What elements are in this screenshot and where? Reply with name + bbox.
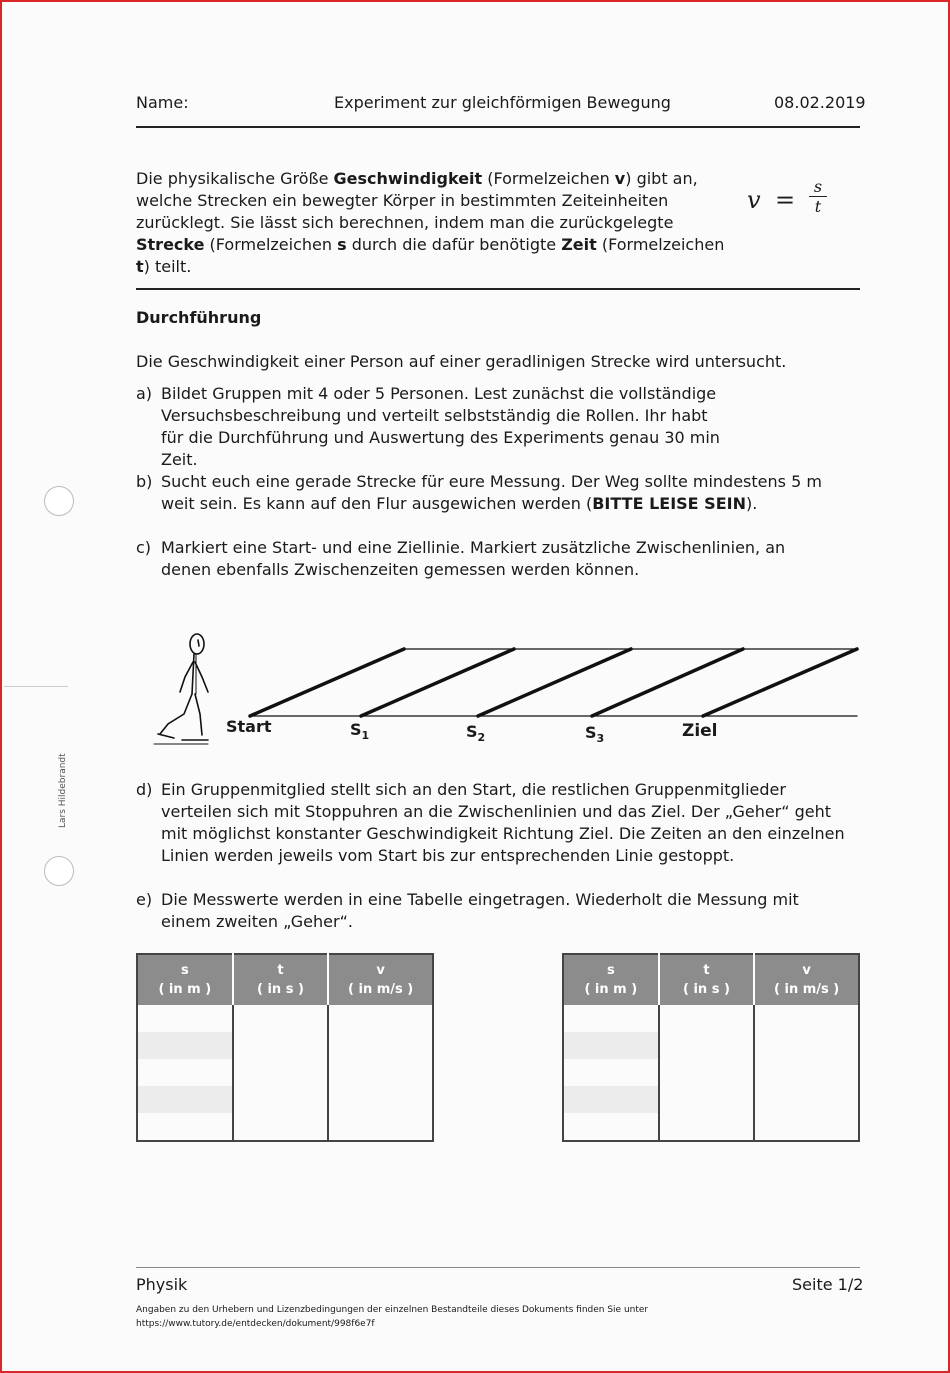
table-cell[interactable] (563, 1086, 659, 1113)
item-d-text: Ein Gruppenmitglied stellt sich an den Start, die restlichen Gruppenmitglieder verteilen sich mit Stoppuhren an die Zwischenlinien und das Ziel. Der „Geher“ geht mit möglichst konstanter Geschwindigkeit Richtung Ziel. Die Zeiten an den einzelnen Linien werden jeweils vom Start bis zur entsprechenden Linie gestoppt. (161, 780, 845, 865)
track-diagram (2, 2, 948, 1371)
table-row (563, 1086, 859, 1113)
table-cell[interactable] (233, 1032, 329, 1059)
table-cell[interactable] (233, 1005, 329, 1032)
table-cell[interactable] (328, 1113, 433, 1141)
table-cell[interactable] (137, 1032, 233, 1059)
table-cell[interactable] (137, 1113, 233, 1141)
table-cell[interactable] (137, 1059, 233, 1086)
table-header-row (137, 954, 433, 1005)
column-header-s: s ( in m ) (137, 954, 233, 1005)
s3-label: $S_3$ (585, 723, 605, 746)
footer-divider (136, 1267, 860, 1268)
name-label: Name: (136, 93, 189, 112)
footer-license-link[interactable]: https://www.tutory.de/entdecken/dokument/998f6e7f (136, 1319, 375, 1329)
footer-page-number: Seite 1/2 (792, 1275, 864, 1294)
table-cell[interactable] (659, 1005, 755, 1032)
author-label: Lars Hildebrandt (58, 753, 68, 828)
table-cell[interactable] (137, 1086, 233, 1113)
table-cell[interactable] (659, 1059, 755, 1086)
footer-subject: Physik (136, 1275, 188, 1294)
item-a-letter: a) (136, 384, 153, 403)
goal-line (703, 649, 857, 716)
table-row (137, 1113, 433, 1141)
table-row (563, 1032, 859, 1059)
column-header-v: v ( in m/s ) (328, 954, 433, 1005)
table-row (563, 1113, 859, 1141)
table-row (563, 1059, 859, 1086)
s2-line (478, 649, 631, 716)
table-cell[interactable] (659, 1032, 755, 1059)
table-row (137, 1086, 433, 1113)
column-header-t: t ( in s ) (659, 954, 755, 1005)
column-header-t: t ( in s ) (233, 954, 329, 1005)
table-row (563, 1005, 859, 1032)
column-header-v: v ( in m/s ) (754, 954, 859, 1005)
document-title: Experiment zur gleichförmigen Bewegung (334, 93, 671, 112)
table-cell[interactable] (328, 1059, 433, 1086)
table-header-row (563, 954, 859, 1005)
table-cell[interactable] (233, 1113, 329, 1141)
table-cell[interactable] (328, 1005, 433, 1032)
s3-line (592, 649, 743, 716)
walker-figure (154, 634, 208, 744)
s1-label: $S_1$ (350, 720, 370, 743)
document-date: 08.02.2019 (774, 93, 866, 112)
start-label: Start (226, 717, 272, 736)
track-lines (250, 649, 857, 716)
table-row (137, 1059, 433, 1086)
table-cell[interactable] (328, 1086, 433, 1113)
footer-license-note: Angaben zu den Urhebern und Lizenzbedingungen der einzelnen Bestandteile dieses Dokuments finden Sie unter (136, 1305, 649, 1315)
table-cell[interactable] (754, 1005, 859, 1032)
measurement-table-2 (562, 953, 860, 1142)
item-a-text: Bildet Gruppen mit 4 oder 5 Personen. Lest zunächst die vollständige Versuchsbeschreibung und verteilt selbstständig die Rollen. Ihr habt für die Durchführung und Auswertung des Experiments genau 30 min Zeit. (161, 384, 720, 469)
table-cell[interactable] (137, 1005, 233, 1032)
table-cell[interactable] (659, 1086, 755, 1113)
table-cell[interactable] (754, 1113, 859, 1141)
s2-label: $S_2$ (466, 722, 486, 745)
table-cell[interactable] (563, 1113, 659, 1141)
punch-hole-bottom (44, 856, 74, 886)
table-cell[interactable] (563, 1032, 659, 1059)
table-cell[interactable] (659, 1113, 755, 1141)
table-cell[interactable] (754, 1086, 859, 1113)
goal-label: Ziel (682, 721, 718, 741)
measurement-table-1 (136, 953, 434, 1142)
table-cell[interactable] (563, 1005, 659, 1032)
table-row (137, 1032, 433, 1059)
table-cell[interactable] (754, 1032, 859, 1059)
table-row (137, 1005, 433, 1032)
item-c-letter: c) (136, 538, 152, 557)
table-cell[interactable] (563, 1059, 659, 1086)
table-cell[interactable] (233, 1059, 329, 1086)
punch-hole-top (44, 486, 74, 516)
table-cell[interactable] (233, 1086, 329, 1113)
intro-paragraph: Die physikalische Größe Geschwindigkeit (Formelzeichen v) gibt an, welche Strecken ein bewegter Körper in bestimmten Zeiteinheiten zurücklegt. Sie lässt sich berechnen, indem man die zurückgelegte Strecke (Formelzeichen s durch die dafür benötigte Zeit (Formelzeichen t) teilt. (136, 169, 725, 276)
item-b-text: Sucht euch eine gerade Strecke für eure Messung. Der Weg sollte mindestens 5 m weit sein. Es kann auf den Flur ausgewichen werden (BITTE LEISE SEIN). (161, 472, 822, 513)
table-cell[interactable] (328, 1032, 433, 1059)
section-lead: Die Geschwindigkeit einer Person auf einer geradlinigen Strecke wird untersucht. (136, 352, 787, 371)
section-heading: Durchführung (136, 308, 262, 327)
item-c-text: Markiert eine Start- und eine Ziellinie. Markiert zusätzliche Zwischenlinien, an denen ebenfalls Zwischenzeiten gemessen werden können. (161, 538, 786, 579)
column-header-s: s ( in m ) (563, 954, 659, 1005)
fraction-s-over-t: s t (809, 178, 827, 215)
item-d-letter: d) (136, 780, 153, 799)
item-e-letter: e) (136, 890, 153, 909)
table-cell[interactable] (754, 1059, 859, 1086)
item-e-text: Die Messwerte werden in eine Tabelle eingetragen. Wiederholt die Messung mit einem zweiten „Geher“. (161, 890, 799, 931)
fold-mark (4, 686, 68, 687)
item-b-letter: b) (136, 472, 153, 491)
worksheet-page: Name: Experiment zur gleichförmigen Bewegung 08.02.2019 Die physikalische Größe Geschwindigkeit (Formelzeichen v) gibt an, welche Strecken ein bewegter Körper in bestimmten Zeiteinheiten zurücklegt. Sie lässt sich berechnen, indem man die zurückgelegte Strecke (Formelzeichen s durch die dafür benötigte Zeit (Formelzeichen t) teilt. v = s t Durchführung Die Geschwindigkeit einer Person auf einer geradlinigen Strecke wird untersucht. a) Bildet Gruppen mit 4 oder 5 Personen. Lest zunächst die vollständige Versuchsbeschreibung und verteilt selbstständig die Rollen. Ihr habt für die Durchführung und Auswertung des Experiments genau 30 min Zeit. b) Sucht euch eine gerade Strecke für eure Messung. Der Weg sollte mindestens 5 m weit sein. Es kann auf den Flur ausgewichen werden (BITTE LEISE SEIN). c) Markiert eine Start- und eine Ziellinie. Markiert zusätzliche Zwischenlinien, an denen ebenfalls Zwischenzeiten gemessen werden können. Start $S_1$ $S_2$ $S_3$ Ziel d) Ein Gruppenmitglied stellt sich an den Start, die restlichen Gruppenmitglieder verteilen sich mit Stoppuhren an die Zwischenlinien und das Ziel. Der „Geher“ geht mit möglichst konstanter Geschwindigkeit Richtung Ziel. Die Zeiten an den einzelnen Linien werden jeweils vom Start bis zur entsprechenden Linie gestoppt. e) Die Messwerte werden in eine Tabelle eingetragen. Wiederholt die Messung mit einem zweiten „Geher“. s ( in m ) t ( in s ) v ( in m/s ) s ( in m ) t ( in s ) v ( in m/s ) Lars Hildebrandt Physik Seite 1/2 Angaben zu den Urhebern und Lizenzbedingungen der einzelnen Bestandteile dieses Dokuments finden Sie unter https://www.tutory.de/entdecken/dokument/998f6e7f (0, 0, 950, 1373)
